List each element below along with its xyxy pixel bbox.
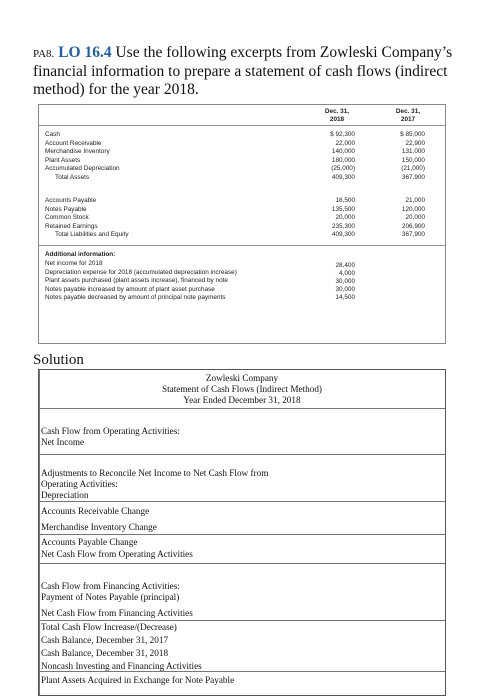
row-divider bbox=[39, 454, 445, 455]
row-plant-assets-for-note: Plant Assets Acquired in Exchange for Note Payable bbox=[41, 675, 235, 685]
additional-info-value: 14,500 bbox=[335, 294, 355, 301]
col-header-2017 bbox=[386, 108, 430, 124]
additional-info-value: 28,400 bbox=[335, 262, 355, 269]
col-header-2017-line1: Dec. 31, bbox=[395, 108, 421, 115]
asset-value-2017: 131,000 bbox=[401, 148, 425, 155]
liability-value-2018: 235,300 bbox=[331, 222, 355, 230]
cash-flow-statement bbox=[38, 369, 446, 696]
additional-divider bbox=[39, 245, 445, 246]
row-total-cash-flow: Total Cash Flow Increase/(Decrease) bbox=[41, 622, 177, 632]
col-header-2018 bbox=[315, 108, 359, 124]
asset-label: Accumulated Depreciation bbox=[45, 165, 120, 172]
additional-info-value: 4,000 bbox=[339, 270, 355, 277]
financial-info-table bbox=[38, 104, 446, 344]
col-header-2018-line1: Dec. 31, bbox=[324, 108, 350, 115]
row-cash-balance-2017: Cash Balance, December 31, 2017 bbox=[41, 635, 169, 645]
liability-value-2017: 120,000 bbox=[401, 205, 425, 213]
asset-value-2017: $ 85,000 bbox=[400, 131, 425, 138]
liability-value-2017: 20,000 bbox=[405, 214, 425, 221]
liability-label: Notes Payable bbox=[45, 205, 87, 213]
row-cash-balance-2018: Cash Balance, December 31, 2018 bbox=[41, 648, 169, 658]
row-adjustments: Adjustments to Reconcile Net Income to Net Cash Flow from bbox=[41, 468, 269, 478]
liability-label: Retained Earnings bbox=[45, 222, 98, 230]
row-divider bbox=[39, 620, 445, 621]
section-financing-activities: Cash Flow from Financing Activities: bbox=[41, 581, 180, 591]
liability-value-2018: 20,000 bbox=[335, 214, 355, 221]
row-payment-notes-payable: Payment of Notes Payable (principal) bbox=[41, 592, 180, 602]
question-title bbox=[33, 44, 453, 99]
statement-header-divider bbox=[39, 408, 445, 409]
asset-value-2018: 180,000 bbox=[331, 156, 355, 164]
row-net-income: Net Income bbox=[41, 437, 85, 447]
additional-info-label: Depreciation expense for 2018 (accumulated depreciation increase) bbox=[45, 268, 237, 276]
row-depreciation: Depreciation bbox=[41, 490, 89, 500]
section-operating-activities: Cash Flow from Operating Activities: bbox=[41, 426, 180, 436]
learning-objective: LO 16.4 bbox=[58, 44, 112, 61]
additional-info-label: Notes payable decreased by amount of principal note payments bbox=[45, 294, 226, 301]
asset-value-2018: 22,000 bbox=[335, 139, 355, 147]
additional-info-value: 30,000 bbox=[335, 278, 355, 285]
row-noncash-activities: Noncash Investing and Financing Activities bbox=[41, 661, 202, 671]
additional-info-title: Additional information: bbox=[45, 251, 116, 258]
question-text: Use the following excerpts from Zowleski Company’s financial information to prepare a statement of cash flows (indirect method) for the year 2018. bbox=[33, 44, 453, 98]
asset-label: Plant Assets bbox=[45, 156, 81, 164]
statement-period: Year Ended December 31, 2018 bbox=[183, 395, 301, 405]
total-assets-2018: 409,300 bbox=[331, 173, 355, 181]
asset-label: Account Receivable bbox=[45, 139, 102, 147]
additional-info-label: Notes payable increased by amount of plant asset purchase bbox=[45, 285, 215, 293]
total-liabilities-label: Total Liabilities and Equity bbox=[55, 231, 129, 238]
row-accounts-receivable-change: Accounts Receivable Change bbox=[41, 506, 150, 516]
asset-value-2018: 140,000 bbox=[331, 148, 355, 155]
total-liabilities-2018: 409,300 bbox=[331, 231, 355, 238]
liability-value-2017: 21,000 bbox=[405, 197, 425, 204]
liability-value-2017: 206,900 bbox=[401, 222, 425, 230]
row-divider bbox=[39, 534, 445, 535]
row-accounts-payable-change: Accounts Payable Change bbox=[41, 537, 138, 547]
liability-value-2018: 18,500 bbox=[335, 197, 355, 204]
row-operating-activities: Operating Activities: bbox=[41, 479, 118, 489]
company-name: Zowleski Company bbox=[205, 373, 279, 383]
row-net-operating-cash-flow: Net Cash Flow from Operating Activities bbox=[41, 549, 193, 559]
row-divider bbox=[39, 671, 445, 672]
row-net-financing-cash-flow: Net Cash Flow from Financing Activities bbox=[41, 608, 193, 618]
asset-value-2018: $ 92,300 bbox=[330, 131, 355, 138]
asset-value-2017: 22,900 bbox=[405, 139, 425, 147]
asset-value-2017: 150,000 bbox=[401, 156, 425, 164]
asset-label: Cash bbox=[45, 131, 60, 138]
asset-value-2018: (25,000) bbox=[331, 165, 355, 172]
total-assets-label: Total Assets bbox=[55, 173, 90, 181]
liability-label: Accounts Payable bbox=[45, 197, 97, 204]
asset-label: Merchandise Inventory bbox=[45, 148, 110, 155]
header-divider bbox=[39, 125, 445, 126]
statement-left-rule bbox=[39, 370, 40, 695]
question-prefix: PA8. bbox=[33, 48, 55, 60]
asset-value-2017: (21,000) bbox=[401, 165, 425, 172]
col-header-2018-line2: 2018 bbox=[329, 116, 345, 123]
statement-title: Statement of Cash Flows (Indirect Method) bbox=[162, 384, 322, 394]
solution-heading: Solution bbox=[33, 352, 84, 368]
additional-info-value: 30,000 bbox=[335, 286, 355, 293]
row-merchandise-inventory-change: Merchandise Inventory Change bbox=[41, 522, 157, 532]
col-header-2017-line2: 2017 bbox=[400, 116, 416, 123]
liability-label: Common Stock bbox=[45, 214, 89, 221]
additional-info-label: Plant assets purchased (plant assets increase), financed by note bbox=[45, 277, 228, 284]
total-liabilities-2017: 367,900 bbox=[401, 231, 425, 238]
total-assets-2017: 367,900 bbox=[401, 173, 425, 181]
additional-info-label: Net income for 2018 bbox=[45, 260, 103, 267]
row-divider bbox=[39, 501, 445, 502]
liability-value-2018: 135,500 bbox=[331, 205, 355, 213]
row-divider bbox=[39, 563, 445, 564]
